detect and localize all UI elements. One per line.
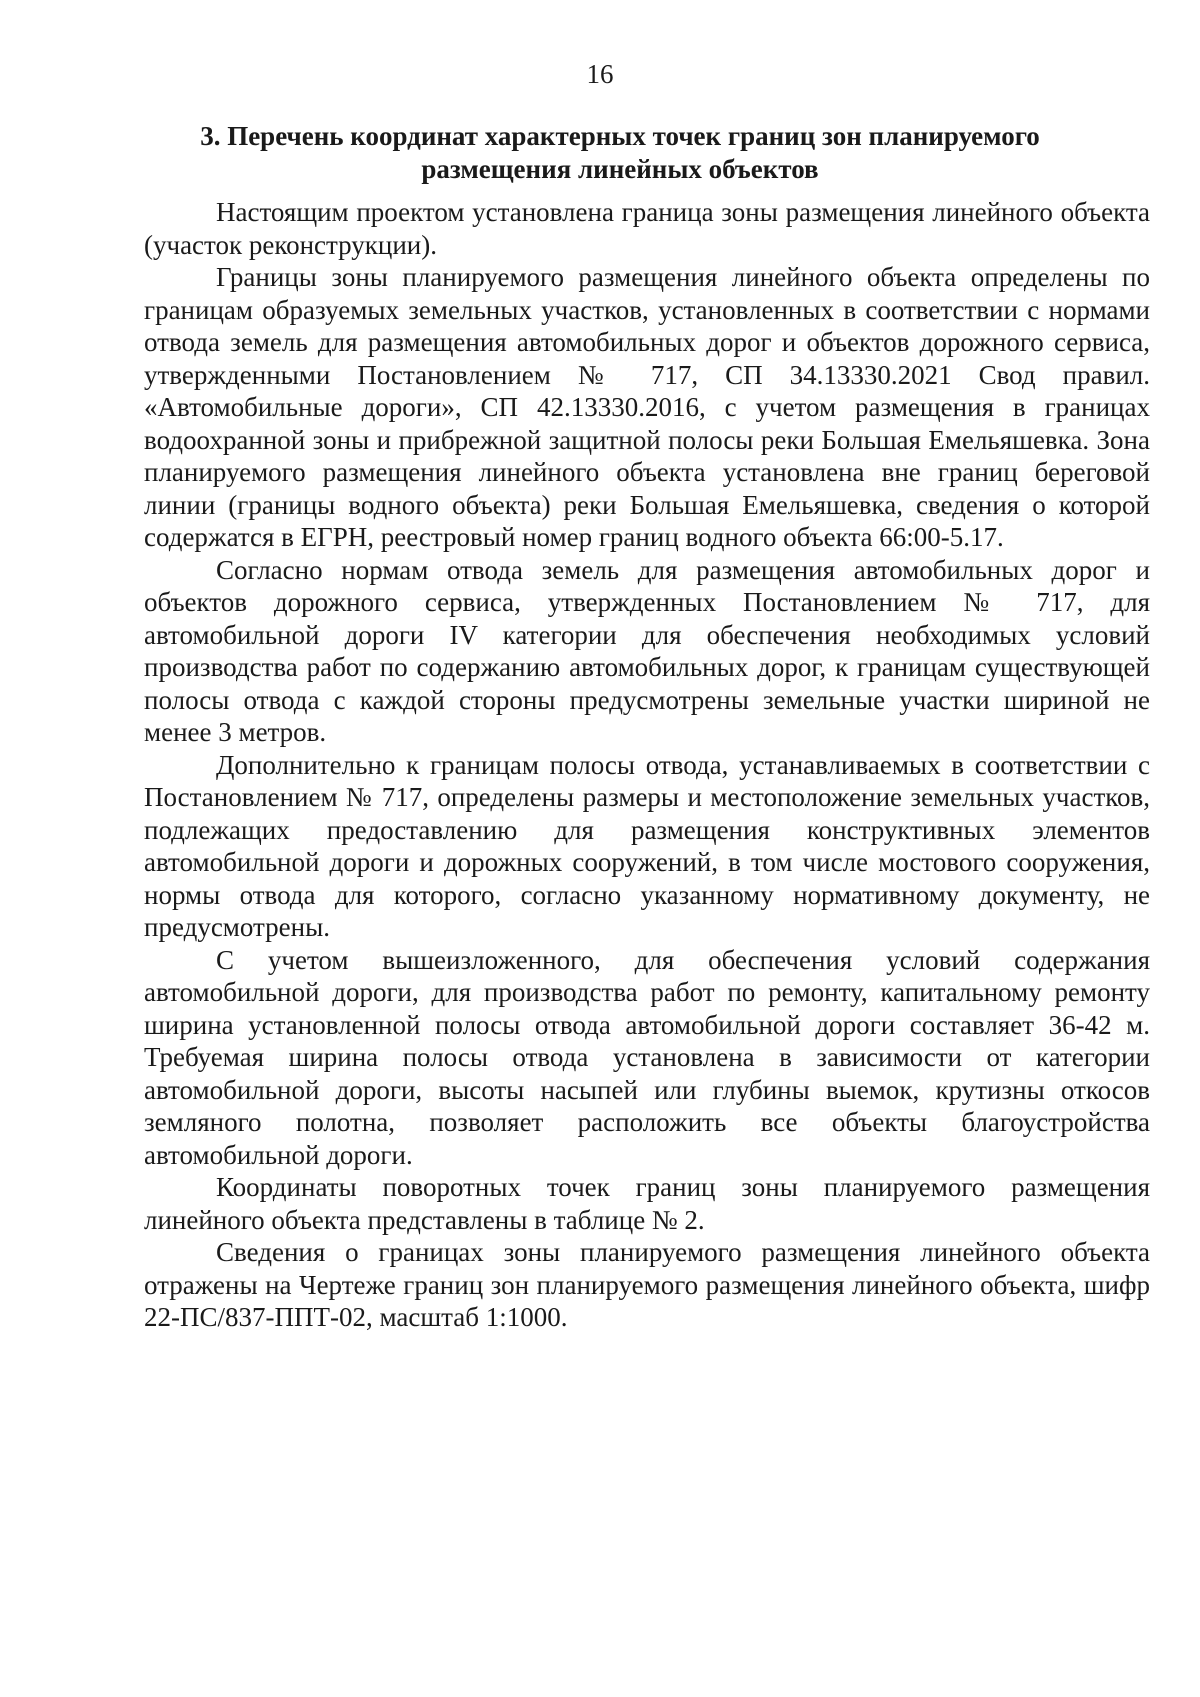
paragraph: Сведения о границах зоны планируемого размещения линейного объекта отражены на Чертеже границ зон планируемого размещения линейного объекта, шифр 22-ПС/837-ППТ-02, масштаб 1:1000. (144, 1237, 1150, 1332)
paragraph: С учетом вышеизложенного, для обеспечения условий содержания автомобильной дороги, для производства работ по ремонту, капитальному ремонту ширина установленной полосы отвода автомобильной дороги составляет 36-42 м. Требуемая ширина полосы отвода установлена в зависимости от категории автомобильной дороги, высоты насыпей или глубины выемок, крутизны откосов земляного полотна, позволяет расположить все объекты благоустройства автомобильной дороги. (144, 944, 1150, 1170)
paragraph: Дополнительно к границам полосы отвода, устанавливаемых в соответствии с Постановлением № 717, определены размеры и местоположение земельных участков, подлежащих предоставлению для размещения конструктивных элементов автомобильной дороги и дорожных сооружений, в том числе мостового сооружения, нормы отвода для которого, согласно указанному нормативному документу, не предусмотрены. (144, 749, 1150, 942)
section-title: 3. Перечень координат характерных точек границ зон планируемого размещения линейных объектов (200, 121, 1040, 184)
body-text (144, 196, 1150, 1334)
paragraph: Границы зоны планируемого размещения линейного объекта определены по границам образуемых земельных участков, установленных в соответствии с нормами отвода земель для размещения автомобильных дорог и объектов дорожного сервиса, утвержденными Постановлением № 717, СП 34.13330.2021 Свод правил. «Автомобильные дороги», СП 42.13330.2016, с учетом размещения в границах водоохранной зоны и прибрежной защитной полосы реки Большая Емельяшевка. Зона планируемого размещения линейного объекта установлена вне границ береговой линии (границы водного объекта) реки Большая Емельяшевка, сведения о которой содержатся в ЕГРН, реестровый номер границ водного объекта 66:00-5.17. (144, 262, 1150, 552)
page-number: 16 (586, 59, 614, 89)
paragraph: Координаты поворотных точек границ зоны планируемого размещения линейного объекта представлены в таблице № 2. (144, 1172, 1150, 1235)
paragraph: Настоящим проектом установлена граница зоны размещения линейного объекта (участок реконструкции). (144, 197, 1150, 260)
paragraph: Согласно нормам отвода земель для размещения автомобильных дорог и объектов дорожного сервиса, утвержденных Постановлением № 717, для автомобильной дороги IV категории для обеспечения необходимых условий производства работ по содержанию автомобильных дорог, к границам существующей полосы отвода с каждой стороны предусмотрены земельные участки шириной не менее 3 метров. (144, 554, 1150, 747)
